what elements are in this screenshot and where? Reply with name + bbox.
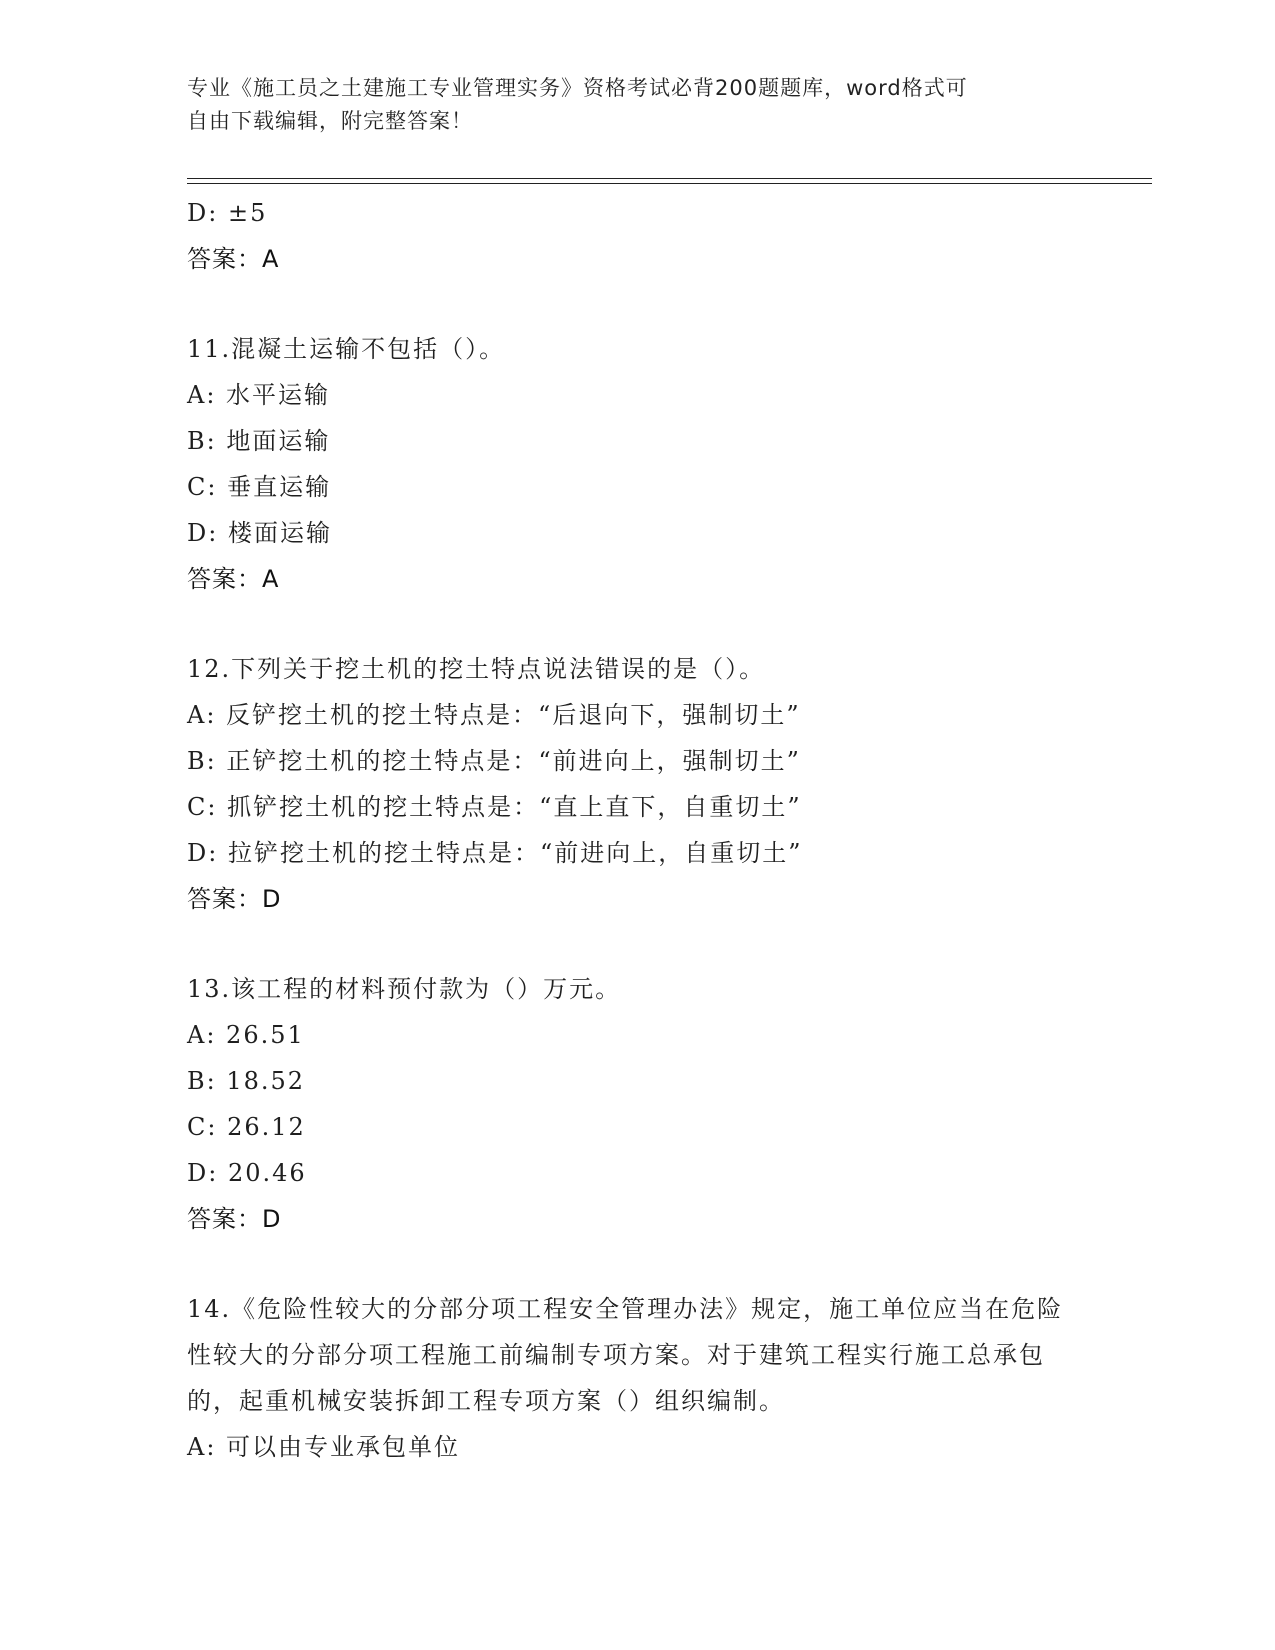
- question-text: 11.混凝土运输不包括（）。: [187, 335, 506, 363]
- option-a: A: 可以由专业承包单位: [187, 1433, 461, 1461]
- question-11: [187, 326, 1087, 602]
- header-divider-top: [187, 178, 1152, 179]
- option-a: A: 水平运输: [187, 381, 331, 409]
- question-text: 14.《危险性较大的分部分项工程安全管理办法》规定，施工单位应当在危险性较大的分部分项工程施工前编制专项方案。对于建筑工程实行施工总承包的，起重机械安装拆卸工程专项方案（）组织编制。: [187, 1295, 1064, 1415]
- option-d: D: 楼面运输: [187, 519, 332, 547]
- option-c: C: 抓铲挖土机的挖土特点是：“直上直下，自重切土”: [187, 793, 802, 821]
- answer: 答案：A: [187, 565, 280, 593]
- option-d: D: 20.46: [187, 1159, 307, 1187]
- option-a: A: 26.51: [187, 1021, 305, 1049]
- question-13: [187, 966, 1087, 1242]
- question-14: [187, 1286, 1087, 1470]
- option-b: B: 正铲挖土机的挖土特点是：“前进向上，强制切土”: [187, 747, 801, 775]
- option-a: A: 反铲挖土机的挖土特点是：“后退向下，强制切土”: [187, 701, 801, 729]
- option-c: C: 26.12: [187, 1113, 306, 1141]
- answer: 答案：A: [187, 245, 280, 273]
- previous-question-tail: [187, 190, 1087, 282]
- header-line-2: 自由下载编辑，附完整答案！: [187, 109, 473, 133]
- answer: 答案：D: [187, 885, 282, 913]
- header-divider-bottom: [187, 183, 1152, 184]
- question-12: [187, 646, 1087, 922]
- document-header: [187, 72, 1077, 138]
- option-d: D: 拉铲挖土机的挖土特点是：“前进向上，自重切土”: [187, 839, 803, 867]
- question-text: 13.该工程的材料预付款为（）万元。: [187, 975, 622, 1003]
- question-text: 12.下列关于挖土机的挖土特点说法错误的是（）。: [187, 655, 766, 683]
- question-list: [187, 190, 1087, 1470]
- option-c: C: 垂直运输: [187, 473, 332, 501]
- option-d: D: ±5: [187, 199, 268, 227]
- option-b: B: 地面运输: [187, 427, 331, 455]
- header-line-1: 专业《施工员之土建施工专业管理实务》资格考试必背200题题库，word格式可: [187, 76, 968, 100]
- option-b: B: 18.52: [187, 1067, 306, 1095]
- answer: 答案：D: [187, 1205, 282, 1233]
